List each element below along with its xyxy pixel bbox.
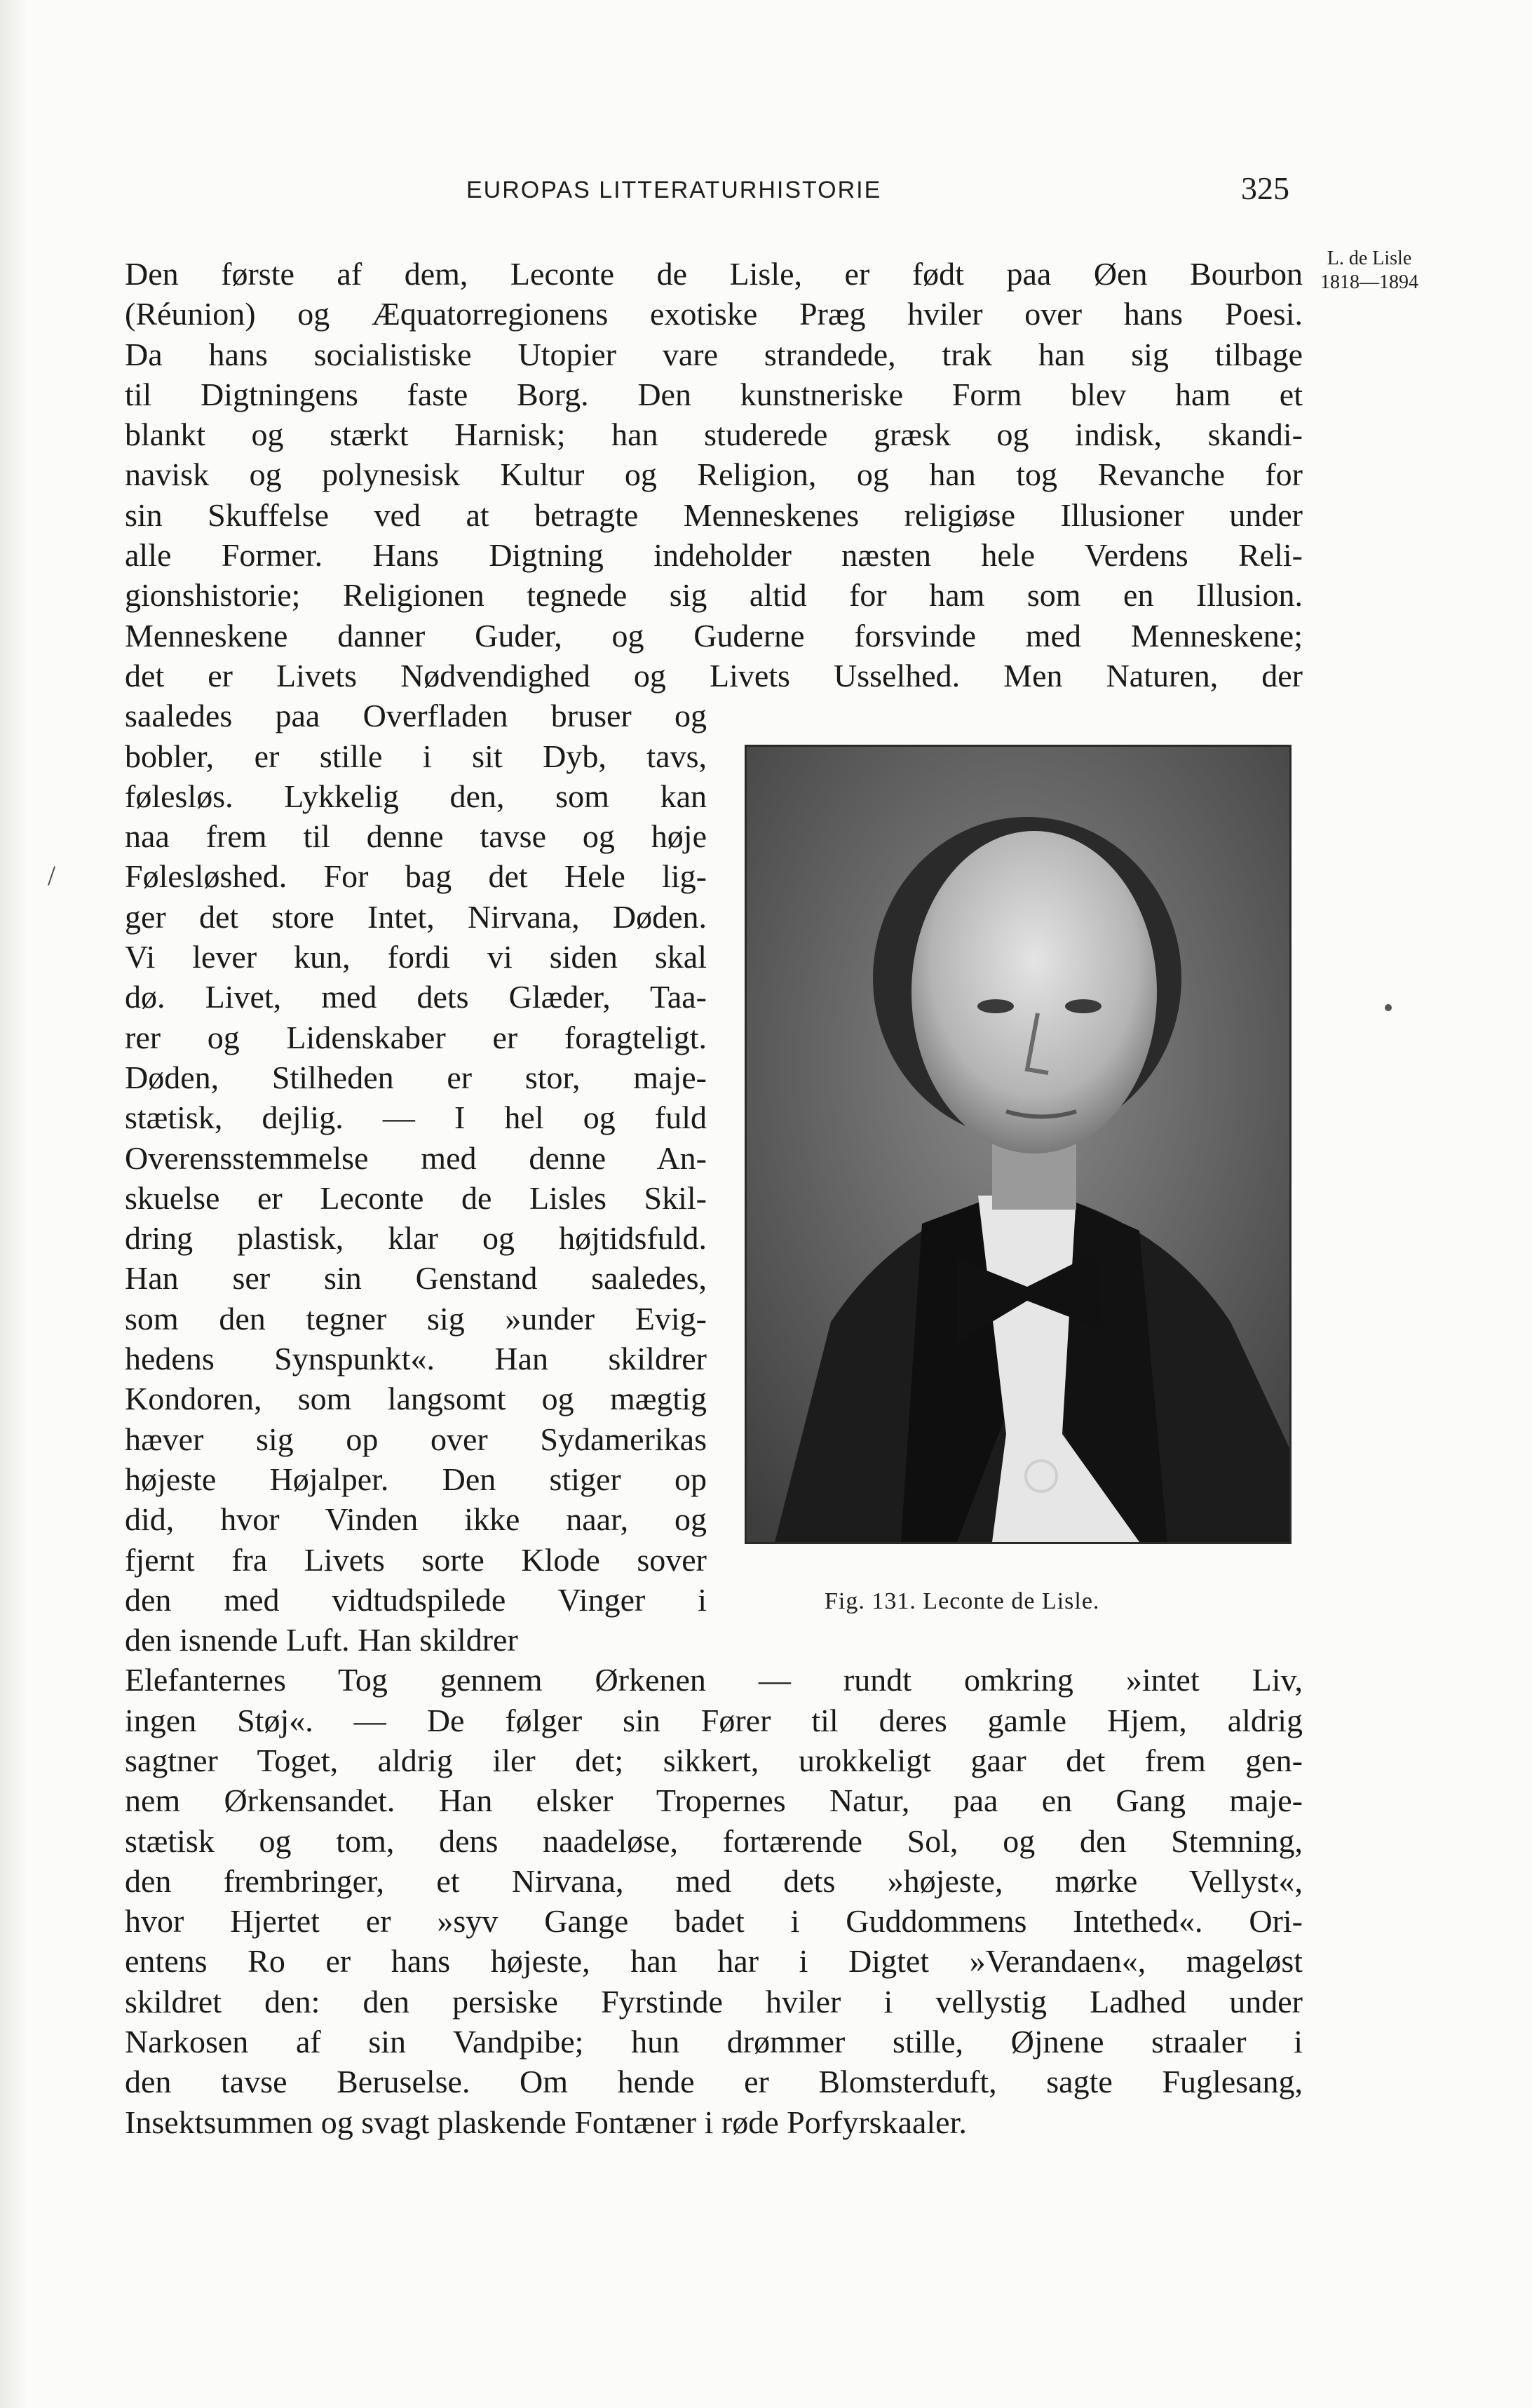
- text-line: stætisk og tom, dens naadeløse, fortærende Sol, og den Stemning,: [125, 1822, 1303, 1859]
- portrait-figure: [745, 745, 1292, 1544]
- figure-caption: Fig. 131. Leconte de Lisle.: [825, 1588, 1100, 1614]
- text-line: Menneskene danner Guder, og Guderne forsvinde med Menneskene;: [125, 617, 1303, 654]
- text-line: det er Livets Nødvendighed og Livets Usselhed. Men Naturen, der: [125, 657, 1303, 694]
- text-line: fjernt fra Livets sorte Klode sover: [125, 1541, 707, 1578]
- text-line: did, hvor Vinden ikke naar, og: [125, 1501, 707, 1538]
- portrait-image: [747, 747, 1289, 1542]
- text-line: alle Former. Hans Digtning indeholder næsten hele Verdens Reli-: [125, 537, 1303, 574]
- text-line: navisk og polynesisk Kultur og Religion, og han tog Revanche for: [125, 456, 1303, 493]
- text-line: Overensstemmelse med denne An-: [125, 1139, 707, 1176]
- text-line: skuelse er Leconte de Lisles Skil-: [125, 1179, 707, 1216]
- text-line: Da hans socialistiske Utopier vare strandede, trak han sig tilbage: [125, 336, 1303, 372]
- text-line: Følesløshed. For bag det Hele lig-: [125, 858, 707, 895]
- text-line: saaledes paa Overfladen bruser og: [125, 698, 707, 734]
- text-line: sin Skuffelse ved at betragte Menneskenes religiøse Illusioner under: [125, 496, 1303, 533]
- text-line: som den tegner sig »under Evig-: [125, 1300, 707, 1337]
- margin-dot-mark: [1385, 1004, 1392, 1011]
- text-line: Den første af dem, Leconte de Lisle, er født paa Øen Bourbon: [125, 256, 1303, 292]
- text-line: til Digtningens faste Borg. Den kunstneriske Form blev ham et: [125, 376, 1303, 412]
- text-line: dø. Livet, med dets Glæder, Taa-: [125, 979, 707, 1015]
- text-line: hedens Synspunkt«. Han skildrer: [125, 1341, 707, 1377]
- text-line: entens Ro er hans højeste, han har i Digtet »Verandaen«, mageløst: [125, 1943, 1303, 1980]
- text-line: ingen Støj«. — De følger sin Fører til deres gamle Hjem, aldrig: [125, 1702, 1303, 1738]
- text-line: bobler, er stille i sit Dyb, tavs,: [125, 738, 707, 774]
- margin-note-years: 1818—1894: [1320, 271, 1418, 293]
- text-line: hæver sig op over Sydamerikas: [125, 1421, 707, 1457]
- text-line: ger det store Intet, Nirvana, Døden.: [125, 898, 707, 935]
- text-line: hvor Hjertet er »syv Gange badet i Guddommens Intethed«. Ori-: [125, 1903, 1303, 1940]
- text-line: den frembringer, et Nirvana, med dets »højeste, mørke Vellyst«,: [125, 1862, 1303, 1899]
- text-line: blankt og stærkt Harnisk; han studerede græsk og indisk, skandi-: [125, 417, 1303, 453]
- text-line: Han ser sin Genstand saaledes,: [125, 1260, 707, 1297]
- text-line: rer og Lidenskaber er foragteligt.: [125, 1019, 707, 1055]
- text-line: højeste Højalper. Den stiger op: [125, 1461, 707, 1497]
- text-line: Kondoren, som langsomt og mægtig: [125, 1381, 707, 1417]
- text-line: Elefanternes Tog gennem Ørkenen — rundt omkring »intet Liv,: [125, 1662, 1303, 1698]
- page-edge-shadow: [0, 0, 27, 2408]
- margin-note-name: L. de Lisle: [1327, 248, 1412, 269]
- text-line: stætisk, dejlig. — I hel og fuld: [125, 1100, 707, 1136]
- text-line: den isnende Luft. Han skildrer: [125, 1622, 518, 1658]
- stray-pencil-mark: /: [48, 860, 56, 891]
- text-line: skildret den: den persiske Fyrstinde hviler i vellystig Ladhed under: [125, 1983, 1303, 2020]
- text-line: Vi lever kun, fordi vi siden skal: [125, 939, 707, 975]
- text-line: dring plastisk, klar og højtidsfuld.: [125, 1220, 707, 1257]
- text-line: (Réunion) og Æquatorregionens exotiske Præg hviler over hans Poesi.: [125, 296, 1303, 332]
- text-line: nem Ørkensandet. Han elsker Tropernes Natur, paa en Gang maje-: [125, 1783, 1303, 1819]
- running-title: EUROPAS LITTERATURHISTORIE: [466, 177, 882, 203]
- text-line: naa frem til denne tavse og høje: [125, 818, 707, 855]
- margin-note: [1320, 247, 1418, 295]
- text-line: Døden, Stilheden er stor, maje-: [125, 1059, 707, 1095]
- text-line: den tavse Beruselse. Om hende er Blomsterduft, sagte Fuglesang,: [125, 2064, 1303, 2100]
- text-line: den med vidtudspilede Vinger i: [125, 1581, 707, 1618]
- text-line: sagtner Toget, aldrig iler det; sikkert, urokkeligt gaar det frem gen-: [125, 1742, 1303, 1778]
- text-line: følesløs. Lykkelig den, som kan: [125, 778, 707, 814]
- text-line: gionshistorie; Religionen tegnede sig altid for ham som en Illusion.: [125, 577, 1303, 614]
- text-line: Narkosen af sin Vandpibe; hun drømmer stille, Øjnene straaler i: [125, 2024, 1303, 2060]
- page-number: 325: [1241, 170, 1289, 206]
- text-line: Insektsummen og svagt plaskende Fontæner i røde Porfyrskaaler.: [125, 2104, 967, 2140]
